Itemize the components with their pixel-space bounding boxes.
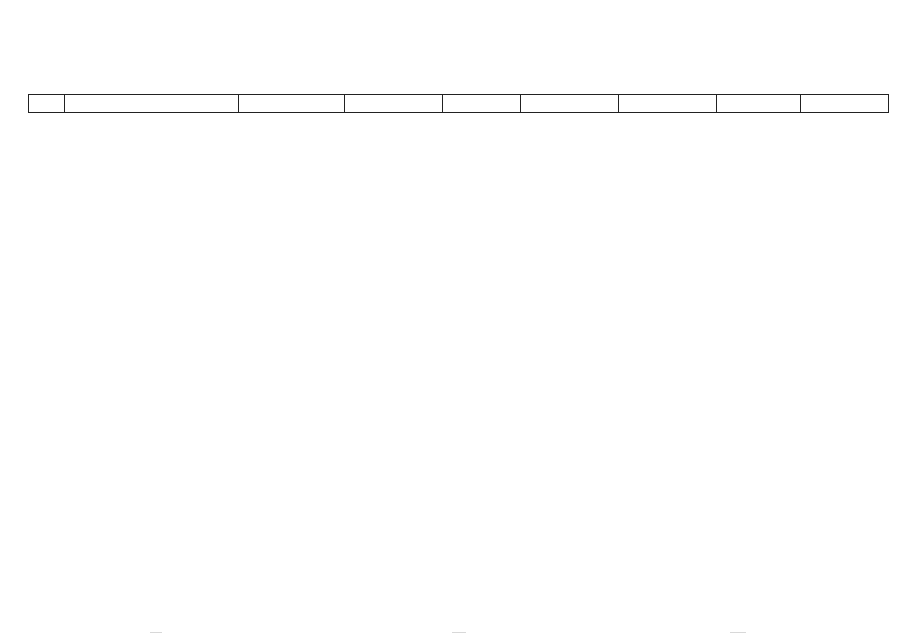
- header-col-4: [344, 94, 442, 112]
- header-col-9: [800, 94, 888, 112]
- header-col-3: [238, 94, 344, 112]
- scan-artifact: [150, 632, 162, 633]
- header-col-1: [28, 94, 64, 112]
- header-col-5: [442, 94, 520, 112]
- header-col-2: [64, 94, 238, 112]
- header-col-6: [520, 94, 618, 112]
- scan-artifact: [452, 632, 466, 633]
- header-col-7: [618, 94, 716, 112]
- header-col-8: [716, 94, 800, 112]
- scan-artifact: [730, 632, 746, 633]
